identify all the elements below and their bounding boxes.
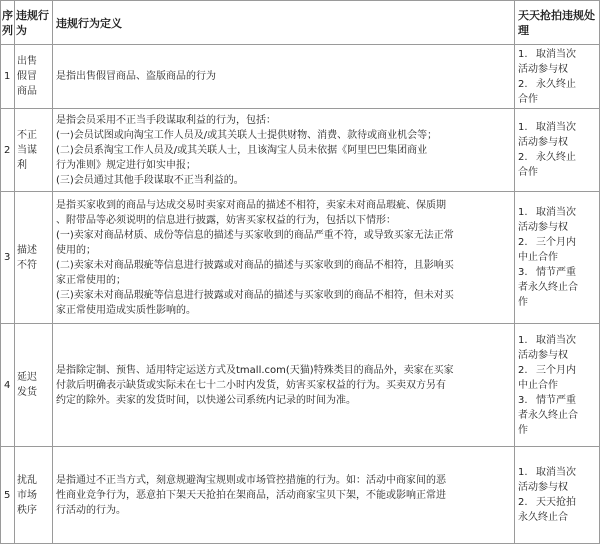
row-violation (15, 109, 53, 192)
penalty-line (518, 120, 596, 135)
penalty-text: 永久终止合 (518, 512, 568, 523)
penalty-text: 三个月内 (536, 364, 576, 376)
penalty-line (518, 363, 596, 378)
definition-line: 付款后明确表示缺货或实际未在七十二小时内发货，妨害买家权益的行为。买卖双方另有 (56, 379, 446, 391)
penalty-text: 活动参与权 (518, 222, 568, 233)
penalty-line (518, 295, 596, 310)
penalty-text: 取消当次 (536, 207, 576, 218)
penalty-line (518, 220, 596, 235)
header-penalty: 天天抢拍违规处理 (515, 1, 600, 45)
penalty-text: 作 (518, 297, 528, 308)
definition-line: (二)会员系淘宝工作人员及/或其关联人士，且该淘宝人员未依据《阿里巴巴集团商业 (56, 144, 428, 156)
violation-line: 出售 (17, 56, 37, 67)
penalty-number: 2. (518, 237, 528, 248)
row-definition (53, 109, 515, 192)
header-seq: 序列 (1, 1, 15, 45)
penalty-number: 1. (518, 467, 528, 478)
table-row (1, 324, 600, 447)
table-row (1, 447, 600, 544)
definition-line: 、附带品等必须说明的信息进行披露，妨害买家权益的行为，包括以下情形： (56, 214, 396, 226)
penalty-number: 2. (518, 497, 528, 508)
penalty-line (518, 408, 596, 423)
violation-line: 延迟 (17, 372, 37, 383)
definition-line: 家正常使用造成实质性影响的。 (56, 304, 196, 316)
row-seq: 3 (1, 192, 15, 324)
penalty-text: 合作 (518, 93, 538, 105)
definition-line: 是指通过不正当方式，刻意规避淘宝规则或市场管控措施的行为。如：活动中商家间的恶 (56, 474, 446, 486)
penalty-text: 天天抢拍 (536, 497, 576, 508)
row-violation (15, 324, 53, 447)
definition-line: 行活动的行为。 (56, 504, 126, 516)
penalty-line (518, 47, 596, 62)
row-definition (53, 324, 515, 447)
table-row (1, 192, 600, 324)
penalty-line (518, 135, 596, 150)
definition-line: (三)会员通过其他手段谋取不正当利益的。 (56, 174, 244, 186)
table-row (1, 45, 600, 109)
penalty-number: 1. (518, 207, 528, 218)
penalty-line (518, 150, 596, 165)
violation-line: 假冒 (17, 71, 37, 82)
penalty-text: 活动参与权 (518, 137, 568, 148)
penalty-number: 3. (518, 267, 528, 278)
row-penalty (515, 447, 600, 544)
penalty-line (518, 495, 596, 510)
penalty-number: 2. (518, 364, 528, 376)
definition-line: 使用的； (56, 244, 96, 256)
row-seq: 1 (1, 45, 15, 109)
penalty-line (518, 348, 596, 363)
penalty-text: 取消当次 (536, 467, 576, 478)
penalty-text: 永久终止 (536, 78, 576, 90)
penalty-line (518, 510, 596, 525)
penalty-text: 合作 (518, 167, 538, 178)
penalty-line (518, 480, 596, 495)
penalty-line (518, 465, 596, 480)
penalty-line (518, 165, 596, 180)
definition-line: (二)卖家未对商品瑕疵等信息进行披露或对商品的描述与买家收到的商品不相符，且影响买 (56, 259, 454, 271)
penalty-line (518, 62, 596, 77)
violation-line: 不正 (17, 129, 37, 141)
definition-line: 约定的除外。卖家的发货时间，以快递公司系统内记录的时间为准。 (56, 394, 356, 406)
penalty-text: 取消当次 (536, 48, 576, 60)
table-header-row (1, 1, 600, 45)
definition-line: (一)会员试图或向淘宝工作人员及/或其关联人士提供财物、消费、款待或商业机会等； (56, 129, 438, 141)
penalty-number: 3. (518, 394, 528, 406)
penalty-line (518, 235, 596, 250)
definition-line: (三)卖家未对商品瑕疵等信息进行披露或对商品的描述与买家收到的商品不相符，但未对买 (56, 289, 454, 301)
penalty-number: 1. (518, 48, 528, 60)
penalty-text: 情节严重 (536, 267, 576, 278)
row-definition (53, 45, 515, 109)
row-definition (53, 192, 515, 324)
penalty-line (518, 280, 596, 295)
penalty-line (518, 423, 596, 438)
violation-line: 不符 (17, 259, 37, 271)
penalty-line (518, 378, 596, 393)
penalty-text: 中止合作 (518, 252, 558, 263)
penalty-text: 活动参与权 (518, 63, 568, 75)
table-body (1, 45, 600, 544)
penalty-text: 者永久终止合 (518, 282, 578, 293)
violation-line: 描述 (17, 244, 37, 256)
violation-line: 利 (17, 159, 27, 171)
violation-line: 秩序 (17, 504, 37, 516)
penalty-text: 者永久终止合 (518, 409, 578, 421)
row-violation (15, 447, 53, 544)
penalty-text: 永久终止 (536, 152, 576, 163)
penalty-line (518, 265, 596, 280)
definition-line: 家正常使用的； (56, 274, 126, 286)
violation-line: 发货 (17, 387, 37, 398)
penalty-line (518, 333, 596, 348)
row-seq: 4 (1, 324, 15, 447)
definition-line: 性商业竞争行为，恶意拍下架天天抢拍在架商品，活动商家宝贝下架，不能或影响正常进 (56, 489, 446, 501)
row-violation (15, 45, 53, 109)
row-violation (15, 192, 53, 324)
row-seq: 2 (1, 109, 15, 192)
penalty-line (518, 393, 596, 408)
penalty-text: 取消当次 (536, 122, 576, 133)
penalty-text: 三个月内 (536, 237, 576, 248)
row-penalty (515, 109, 600, 192)
penalty-line (518, 92, 596, 107)
definition-line: (一)卖家对商品材质、成份等信息的描述与买家收到的商品严重不符，或导致买家无法正常 (56, 229, 454, 241)
violation-line: 商品 (17, 86, 37, 97)
header-violation: 违规行为 (15, 1, 53, 45)
definition-line: 行为准则》规定进行如实申报； (56, 159, 196, 171)
penalty-number: 2. (518, 152, 528, 163)
row-penalty (515, 324, 600, 447)
definition-line: 是指出售假冒商品、盗版商品的行为 (56, 71, 216, 82)
penalty-number: 1. (518, 334, 528, 346)
penalty-text: 取消当次 (536, 334, 576, 346)
row-penalty (515, 45, 600, 109)
penalty-line (518, 205, 596, 220)
penalty-text: 情节严重 (536, 394, 576, 406)
row-penalty (515, 192, 600, 324)
penalty-number: 1. (518, 122, 528, 133)
penalty-line (518, 77, 596, 92)
violation-line: 当谋 (17, 144, 37, 156)
header-definition: 违规行为定义 (53, 1, 515, 45)
table-row (1, 109, 600, 192)
penalty-number: 2. (518, 78, 528, 90)
penalty-text: 作 (518, 424, 528, 436)
definition-line: 是指会员采用不正当手段谋取利益的行为，包括： (56, 114, 276, 126)
violation-line: 扰乱 (17, 474, 37, 486)
violation-line: 市场 (17, 489, 37, 501)
row-definition (53, 447, 515, 544)
penalty-text: 活动参与权 (518, 482, 568, 493)
penalty-line (518, 250, 596, 265)
definition-line: 是指除定制、预售、适用特定运送方式及tmall.com(天猫)特殊类目的商品外，卖家在买家 (56, 364, 454, 376)
penalty-text: 活动参与权 (518, 349, 568, 361)
penalty-text: 中止合作 (518, 379, 558, 391)
row-seq: 5 (1, 447, 15, 544)
definition-line: 是指买家收到的商品与达成交易时卖家对商品的描述不相符，卖家未对商品瑕疵、保质期 (56, 199, 446, 211)
